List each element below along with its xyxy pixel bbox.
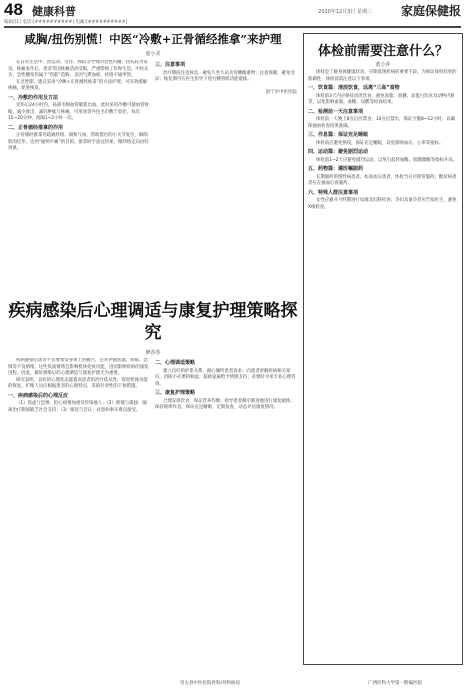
article2-institution: 崇左县中医医院骨科/外科病房: [180, 681, 241, 686]
article3-subheading: 六、特殊人群注意事项: [308, 189, 359, 196]
article3-para: 体检前1~2天应避免剧烈运动，以免引起转氨酶、肌酸激酶等指标升高。: [316, 157, 457, 163]
article2-subheading: 二、心理调适策略: [155, 360, 196, 366]
article2-subheading: 一、疾病感染后的心理反应: [8, 392, 69, 399]
article2-para: 合理安排饮食，保证营养均衡；指导患者循序渐进地进行康复锻炼；保持规律作息，保证充足睡眠；定期复查，动态评估康复情况。: [155, 398, 295, 410]
article1-author-block: [8, 48, 298, 58]
article3-title: 体检前需要注意什么？: [317, 44, 448, 59]
article2-para: 疾病感染后患者不仅要承受身体上的痛苦，还常伴随焦虑、抑郁、恐惧等不良情绪。这些负面情绪会影响机体免疫功能，进而影响疾病的康复进程。因此，做好感染后的心理调适与康复护理尤为重要。: [8, 358, 149, 376]
article3-para: 体检前3天内应保持清淡饮食，避免高脂、高糖、高蛋白饮食及动物内脏等，以免影响血脂、血糖、尿酸等检查结果。: [308, 93, 455, 105]
editor-line: 编辑/[1] 电话:[##########] 电邮:[##########]: [4, 20, 128, 25]
article3-subheading: 三、作息篇：保证充足睡眠: [308, 132, 369, 138]
article1-para: 在急性期，建议采用“冷敷+正骨循经推拿”的方法护理，可有效缓解疼痛，促进恢复。: [8, 79, 148, 91]
article2-col2: [155, 358, 297, 668]
article1-author: 庞小美: [145, 51, 161, 57]
article3-para: 长期服药的慢性病患者，如高血压患者，体检当日可照常服药；糖尿病患者应在抽血后再服药。: [308, 174, 457, 186]
article1-para: 受伤后24小时内，局部毛细血管破裂出血，此时采用冷敷可使血管收缩，减少渗出，减轻肿胀与疼痛。可用冰袋外包毛巾敷于患处，每次15~20分钟，间隔1~2小时一次。: [8, 103, 149, 121]
article2-subheading: 三、康复护理策略: [155, 390, 196, 396]
article3-para: 女性应避开月经期进行尿液及妇科检查；孕妇及备孕者应告知医生，避免X线检查。: [308, 198, 457, 210]
article1-para: 在日常生活中，因运动、劳作、摔跤等导致的急性闪腰、扭伤较为常见。疼痛发作后，患者常因疼痛活动受限，严重影响工作和生活。中医认为，急性腰扭伤属于“伤筋”范畴，多因气滞血瘀、经络不通所致。: [8, 60, 149, 78]
article2-title: 疾病感染后心理调适与康复护理策略探究: [8, 301, 298, 343]
newspaper-brand: 家庭保健报: [400, 4, 461, 18]
article3-subheading: 四、运动篇：避免剧烈运动: [308, 149, 369, 155]
article3-box: [303, 33, 463, 665]
article3-author: 蓝小萍: [375, 62, 391, 68]
article3-body: [304, 70, 462, 211]
issue-date: 2020年12月3日 星期三: [318, 9, 372, 15]
article1-institution: 南宁市中医医院: [265, 89, 297, 95]
page-number: 48: [4, 0, 23, 19]
page-header: [0, 0, 465, 25]
article2-author: 廖莎莎: [145, 350, 161, 356]
article3-subheading: 二、检测前一天注意事项: [308, 108, 364, 115]
section-title: 健康科普: [32, 5, 76, 18]
article1-subheading: 二、正骨循经推拿的作用: [8, 124, 64, 131]
article1-subheading: 三、注意事项: [155, 62, 186, 68]
article1-subheading: 一、冷敷的作用及方法: [8, 94, 59, 101]
article1-col2: [155, 60, 297, 290]
article2-para: 建立良好的护患关系，耐心倾听患者诉求；向患者讲解疾病相关知识，消除不必要的顾虑；鼓励家属给予情感支持；必要时寻求专业心理咨询。: [155, 368, 296, 387]
article3-subheading: 一、饮食篇：清淡饮食，远离“三高”食物: [308, 85, 400, 91]
article2-para: （1）焦虑与恐惧：担心病情加重及传染他人；（2）抑郁与孤独：隔离治疗期间缺乏社会支持；（3）愤怒与否认：对患病事实难以接受。: [8, 401, 147, 413]
article2-col1: [8, 358, 150, 668]
article3-institution: 广西医科大学第一附属医院: [368, 681, 422, 686]
article2-para: 研究表明，良好的心理状态能提高患者的治疗依从性，促进机体功能的恢复。护理人员应根据患者的心理特点，采取针对性的干预措施。: [8, 377, 148, 389]
article3-intro: 体检是了解身体健康状况、早期发现疾病的重要手段。为保证体检结果的准确性，体检前需注意以下事项。: [308, 70, 457, 82]
article2-author-block: [8, 347, 298, 357]
article1-para: 正骨循经推拿可疏通经络、调和气血，帮助错位的小关节复位，解除肌肉痉挛，达到“通则不痛”的目的。推拿时手法宜轻柔，循经络走向由轻到重。: [8, 133, 149, 151]
article2-title-block: [8, 300, 298, 348]
header-rule: [4, 26, 461, 28]
article1-title: 咸胸/扭伤别慌！中医“冷敷+正骨循经推拿”来护理: [24, 32, 282, 46]
article1-para: 治疗期间注意休息，避免久坐久站及弯腰搬重物；注意保暖，避免受凉；恢复期可在医生指导下进行腰背肌功能锻炼。: [155, 70, 295, 82]
article3-para: 体检前一天晚上8点后应禁食，10点后禁水，保证空腹8~12小时，以确保抽血检查结果准确。: [308, 117, 455, 129]
article3-para: 体检前应避免熬夜，保证充足睡眠，以免影响血压、心率等指标。: [316, 140, 444, 146]
article1-col1: [8, 60, 150, 290]
article3-subheading: 五、药物篇：遵医嘱服药: [308, 166, 364, 172]
